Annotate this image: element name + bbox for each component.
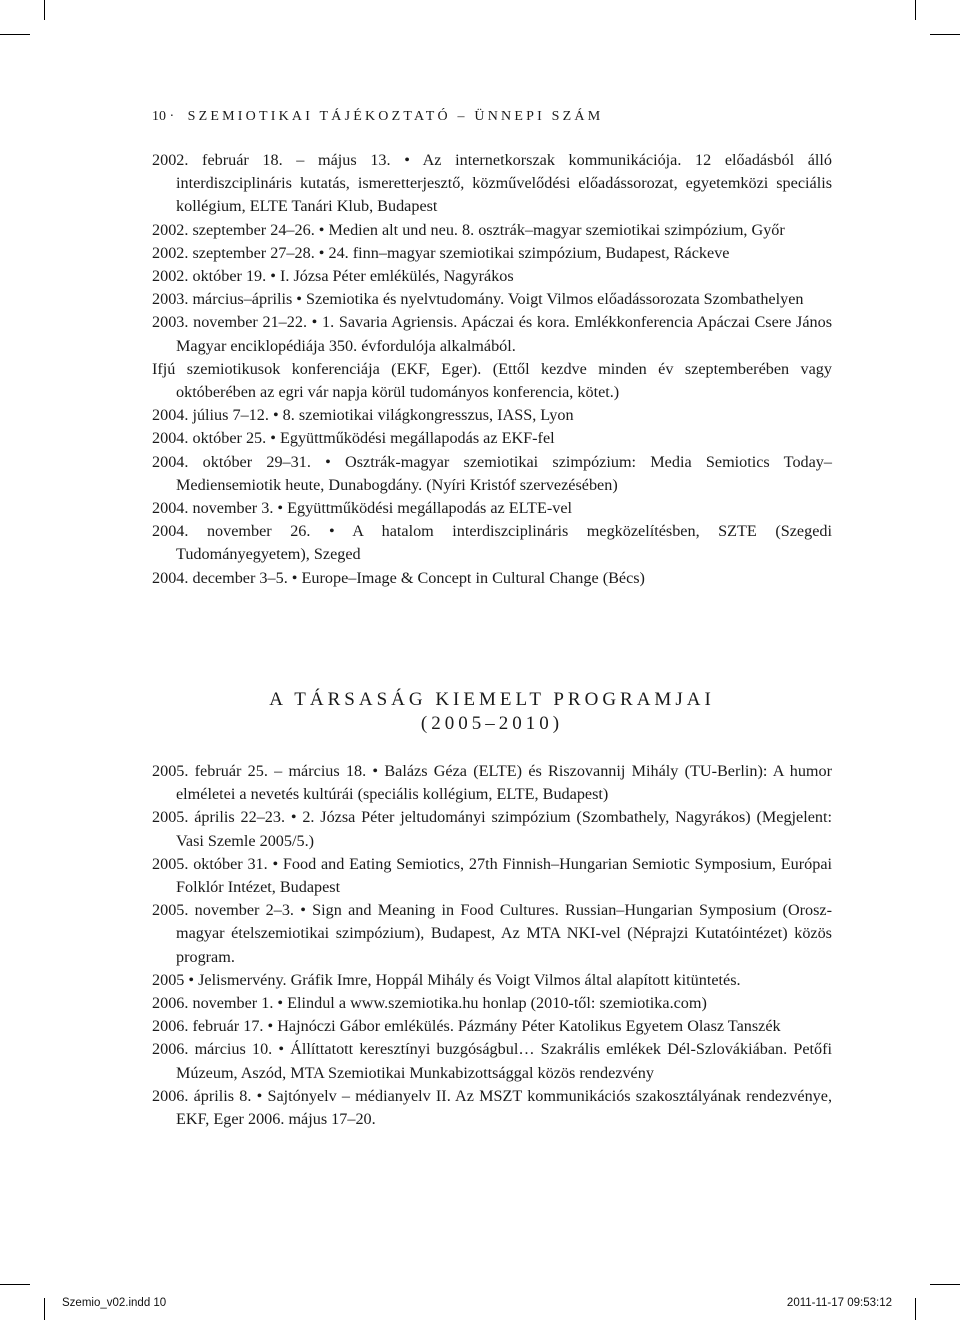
chronology-entry: 2002. október 19. • I. Józsa Péter emlékülés, Nagyrákos [152,267,514,286]
slug-filename: Szemio_v02.indd 10 [62,1297,167,1309]
chronology-list-2002-2004 [152,149,832,590]
chronology-entry: 2004. november 3. • Együttműködési megállapodás az ELTE-vel [152,499,572,518]
chronology-list-2005-2010 [152,760,832,1131]
chronology-entry: 2003. november 21–22. • 1. Savaria Agriensis. Apáczai és kora. Emlékkonferencia Apáczai Csere János Magyar enciklopédiája 350. évfordulója alkalmából. [152,313,832,355]
chronology-entry: 2005. április 22–23. • 2. Józsa Péter jeltudományi szimpózium (Szombathely, Nagyrákos) (Megjelent: Vasi Szemle 2005/5.) [152,808,832,850]
crop-mark-bottom-left-horizontal [0,1284,30,1285]
section-years: (2005–2010) [420,713,564,734]
crop-mark-bottom-left-vertical [44,1298,45,1320]
chronology-entry: Ifjú szemiotikusok konferenciája (EKF, Eger). (Ettől kezdve minden év szeptemberében vagy októberében az egri vár napja körül tudományos konferencia, kötet.) [152,359,832,402]
section-title: A TÁRSASÁG KIEMELT PROGRAMJAI [269,689,715,710]
crop-mark-top-right-horizontal [930,34,960,35]
crop-mark-top-right-vertical [915,0,916,20]
chronology-entry: 2006. április 8. • Sajtónyelv – médianyelv II. Az MSZT kommunikációs szakosztályának rendezvénye, EKF, Eger 2006. május 17–20. [152,1086,832,1129]
chronology-entry: 2005. február 25. – március 18. • Balázs Géza (ELTE) és Riszovannij Mihály (TU-Berlin): A humor elméletei a nevetés kultúrái (speciális kollégium, ELTE, Budapest) [152,762,832,804]
crop-mark-top-left-horizontal [0,34,30,35]
chronology-entry: 2002. szeptember 27–28. • 24. finn–magyar szemiotikai szimpózium, Budapest, Ráckeve [152,243,730,262]
crop-mark-top-left-vertical [44,0,45,20]
chronology-entry: 2005. október 31. • Food and Eating Semiotics, 27th Finnish–Hungarian Semiotic Symposium, Európai Folklór Intézet, Budapest [152,854,832,897]
chronology-entry: 2004. december 3–5. • Europe–Image & Concept in Cultural Change (Bécs) [152,568,645,587]
chronology-entry: 2006. március 10. • Állíttatott keresztínyi buzgóságbul… Szakrális emlékek Dél-Szlovákiában. Petőfi Múzeum, Aszód, MTA Szemiotikai Munkabizottsággal közös rendezvény [152,1040,832,1082]
running-title: SZEMIOTIKAI TÁJÉKOZTATÓ – ÜNNEPI SZÁM [187,109,604,124]
chronology-entry: 2005 • Jelismervény. Gráfik Imre, Hoppál Mihály és Voigt Vilmos által alapított kitüntetés. [152,970,741,989]
chronology-entry: 2004. október 29–31. • Osztrák-magyar szemiotikai szimpózium: Media Semiotics Today–Mediensemiotik heute, Dunabogdány. (Nyíri Kristóf szervezésében) [152,452,832,494]
section-heading [152,688,832,736]
chronology-entry: 2004. október 25. • Együttműködési megállapodás az EKF-fel [152,429,555,448]
chronology-entry: 2005. november 2–3. • Sign and Meaning in Food Cultures. Russian–Hungarian Symposium (Orosz-magyar ételszemiotikai szimpózium), Budapest, Az MTA NKI-vel (Néprajzi Kutatóintézet) közös program. [152,901,832,966]
crop-mark-bottom-right-horizontal [930,1284,960,1285]
page-number: 10 · [152,109,175,124]
chronology-entry: 2006. november 1. • Elindul a www.szemiotika.hu honlap (2010-től: szemiotika.com) [152,994,707,1013]
chronology-entry: 2002. február 18. – május 13. • Az internetkorszak kommunikációja. 12 előadásból álló interdiszciplináris kutatás, ismeretterjesztő, közművelődési előadássorozat, egyetemközi speciális kollégium, ELTE Tanári Klub, Budapest [152,151,832,216]
chronology-entry: 2003. március–április • Szemiotika és nyelvtudomány. Voigt Vilmos előadássorozata Szombathelyen [152,290,804,309]
chronology-entry: 2004. július 7–12. • 8. szemiotikai világkongresszus, IASS, Lyon [152,406,574,425]
chronology-entry: 2004. november 26. • A hatalom interdiszciplináris megközelítésben, SZTE (Szegedi Tudományegyetem), Szeged [152,522,832,564]
running-head [152,107,852,127]
slug-timestamp: 2011-11-17 09:53:12 [786,1297,892,1309]
crop-mark-bottom-right-vertical [915,1298,916,1320]
chronology-entry: 2002. szeptember 24–26. • Medien alt und neu. 8. osztrák–magyar szemiotikai szimpózium, Győr [152,220,785,239]
chronology-entry: 2006. február 17. • Hajnóczi Gábor emlékülés. Pázmány Péter Katolikus Egyetem Olasz Tanszék [152,1017,781,1036]
